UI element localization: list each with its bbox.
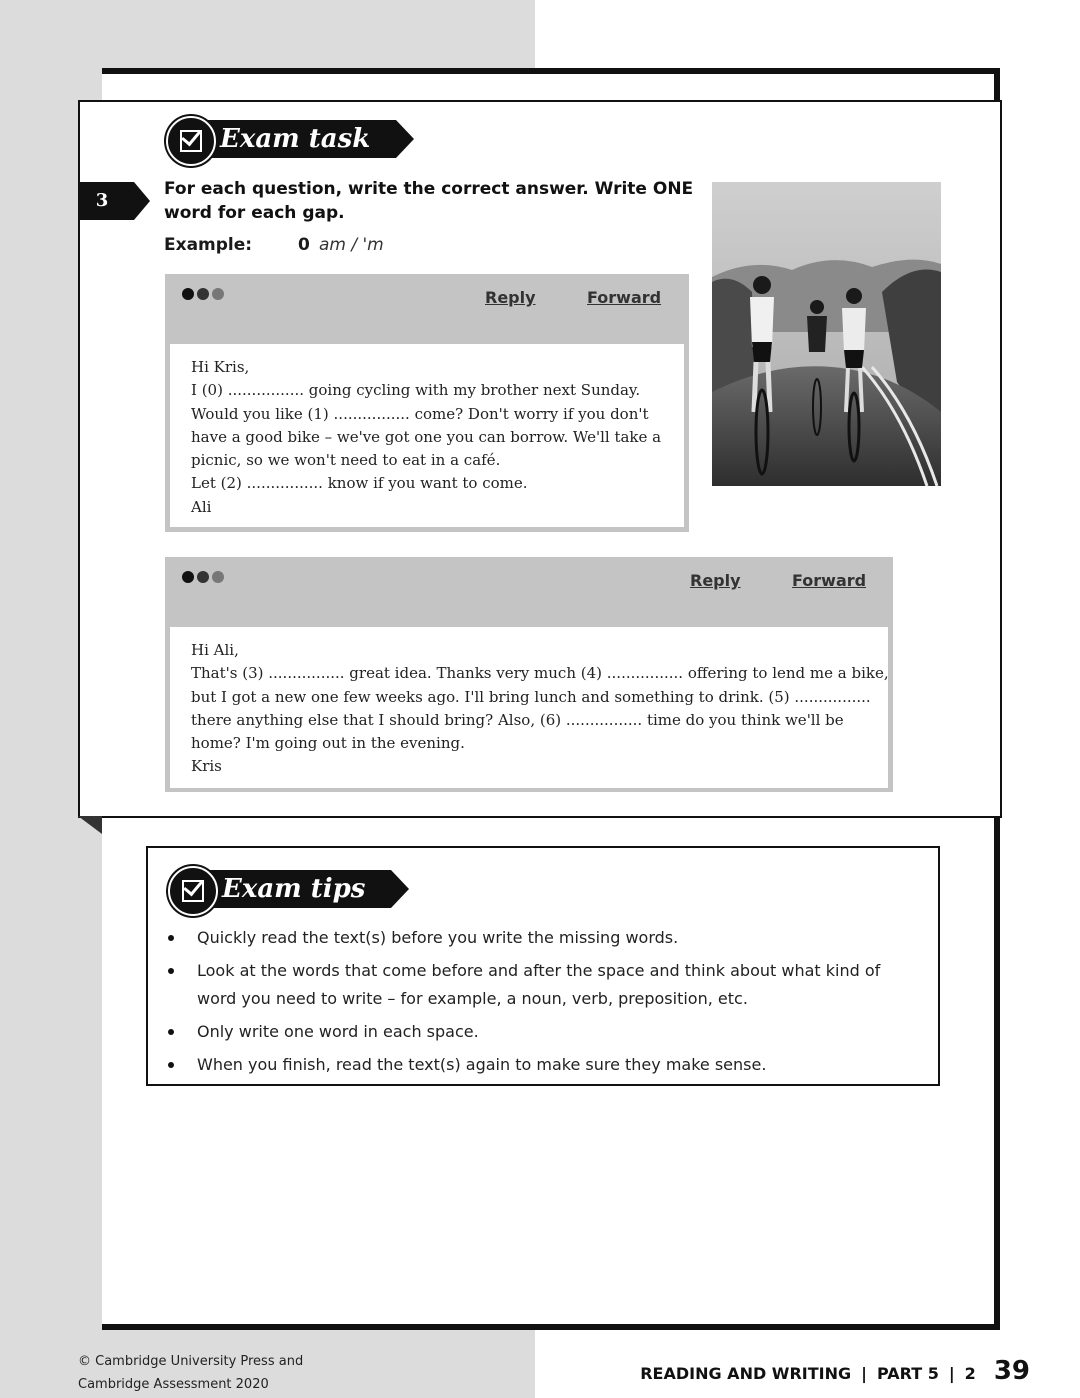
email-header [170, 561, 888, 627]
separator: | [861, 1364, 867, 1383]
email-body [170, 627, 888, 788]
copyright-line: © Cambridge University Press and [78, 1354, 304, 1369]
email-line: have a good bike – we've got one you can borrow. We'll take a [191, 427, 662, 446]
email-line: I (0) ................ going cycling with my brother next Sunday. [191, 381, 641, 400]
tip-item: Quickly read the text(s) before you write the missing words. [164, 924, 924, 952]
forward-link[interactable]: Forward [587, 288, 662, 307]
checkbox-tick-icon [166, 116, 216, 166]
email-line: Hi Ali, [191, 641, 239, 659]
question-instruction: For each question, write the correct answer. Write ONE word for each gap. [164, 179, 694, 223]
email-line: Let (2) ................ know if you want to come. [191, 474, 528, 493]
email-line: Kris [191, 757, 222, 776]
tip-item: Look at the words that come before and after the space and think about what kind of word you need to write – for example, a noun, verb, preposition, etc. [164, 957, 924, 1013]
cyclists-photo [712, 182, 941, 486]
email-window-1 [165, 274, 689, 532]
part-sub: 2 [964, 1364, 976, 1383]
forward-link[interactable]: Forward [792, 571, 867, 590]
exam-task-title: Exam task [192, 120, 396, 158]
email-line: Ali [191, 497, 212, 516]
email-line: home? I'm going out in the evening. [191, 734, 465, 753]
copyright-line: Cambridge Assessment 2020 [78, 1377, 269, 1392]
checkbox-tick-icon [168, 866, 218, 916]
tips-list [164, 924, 924, 1084]
separator: | [948, 1364, 955, 1383]
email-line: That's (3) ................ great idea. Thanks very much (4) ................ offering to lend me a bike, [191, 664, 889, 683]
email-line: there anything else that I should bring? Also, (6) ................ time do you think we'll be [191, 710, 844, 729]
tip-item: When you finish, read the text(s) again to make sure they make sense. [164, 1051, 924, 1079]
reply-link[interactable]: Reply [485, 288, 536, 307]
email-header [170, 278, 684, 344]
email-body [170, 344, 684, 527]
section-label: READING AND WRITING [640, 1364, 852, 1383]
page-footer [640, 1356, 1030, 1386]
question-number: 3 [78, 182, 134, 220]
email-line: picnic, so we won't need to eat in a café. [191, 451, 501, 470]
page-number: 39 [993, 1356, 1030, 1386]
example-number: 0 [298, 235, 310, 255]
three-dots-icon [182, 571, 224, 583]
email-line: Would you like (1) ................ come? Don't worry if you don't [191, 404, 649, 423]
example-answer: am / 'm [319, 235, 384, 255]
exam-tips-title: Exam tips [194, 870, 391, 908]
copyright [78, 1350, 303, 1396]
reply-link[interactable]: Reply [690, 571, 741, 590]
part-label: PART 5 [876, 1364, 939, 1383]
example-label: Example: [164, 235, 253, 255]
tip-item: Only write one word in each space. [164, 1018, 924, 1046]
three-dots-icon [182, 288, 224, 300]
email-line: Hi Kris, [191, 358, 250, 376]
example-row [164, 233, 384, 257]
box-fold-corner [78, 816, 102, 834]
email-line: but I got a new one few weeks ago. I'll bring lunch and something to drink. (5) ................ [191, 687, 871, 706]
email-window-2 [165, 557, 893, 792]
